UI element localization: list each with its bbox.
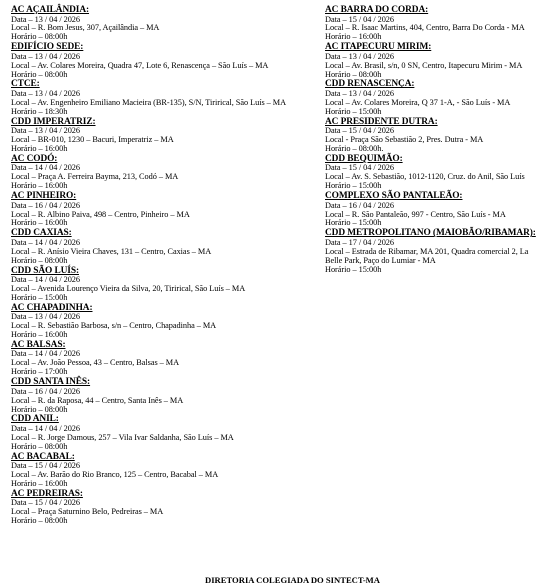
- footer-text: DIRETORIA COLEGIADA DO SINTECT-MA: [204, 575, 381, 585]
- entry-time: Horário – 16:00h: [11, 478, 68, 488]
- entry-date: Data – 13 / 04 / 2026: [11, 88, 81, 98]
- entry-date: Data – 13 / 04 / 2026: [11, 126, 81, 136]
- entry-ac-bacabal: [11, 452, 316, 489]
- entry-date: Data – 17 / 04 / 2026: [325, 237, 395, 247]
- entry-title: AC BALSAS:: [11, 339, 66, 350]
- entry-date: Data – 13 / 04 / 2026: [11, 51, 81, 61]
- entry-date: Data – 14 / 04 / 2026: [11, 163, 81, 173]
- entry-time: Horário – 08:00h: [11, 516, 68, 526]
- entry-complexo-sao-pantaleao: [325, 191, 552, 228]
- entry-location: Local – R. Anísio Vieira Chaves, 131 – Centro, Caxias – MA: [11, 246, 212, 256]
- entry-date: Data – 16 / 04 / 2026: [11, 200, 81, 210]
- entry-location: Local – Av. Barão do Rio Branco, 125 – Centro, Bacabal – MA: [11, 470, 219, 480]
- entry-cdd-caxias: [11, 228, 316, 265]
- entry-time: Horário – 16:00h: [11, 218, 68, 228]
- entry-cdd-imperatriz: [11, 117, 316, 154]
- entry-date: Data – 15 / 04 / 2026: [11, 498, 81, 508]
- entry-title: CDD BEQUIMÃO:: [325, 153, 403, 164]
- entry-title: CDD CAXIAS:: [11, 228, 72, 239]
- entry-time: Horário – 08:00h: [11, 69, 68, 79]
- entry-date: Data – 14 / 04 / 2026: [11, 349, 81, 359]
- entry-location: Belle Park, Paço do Lumiar - MA: [325, 255, 436, 265]
- entry-ac-presidente-dutra: [325, 117, 552, 154]
- entry-title: CDD IMPERATRIZ:: [11, 116, 96, 127]
- entry-time: Horário – 16:00h: [11, 143, 68, 153]
- entry-title: CTCE:: [11, 79, 40, 90]
- right-column: [325, 5, 552, 274]
- entry-location: Local – Avenida Lourenço Vieira da Silva, 20, Tirirical, São Luís – MA: [11, 283, 246, 293]
- left-column: [11, 5, 316, 526]
- entry-ac-codo: [11, 154, 316, 191]
- entry-ac-acailandia: [11, 5, 316, 42]
- entry-date: Data – 13 / 04 / 2026: [11, 14, 81, 24]
- entry-location: Local - Praça São Sebastião 2, Pres. Dutra - MA: [325, 135, 484, 145]
- entry-location: Local – Av. S. Sebastião, 1012-1120, Cruz. do Anil, São Luís: [325, 172, 525, 182]
- entry-date: Data – 13 / 04 / 2026: [325, 51, 395, 61]
- entry-title: AC CODÓ:: [11, 153, 58, 164]
- entry-title: AC ITAPECURU MIRIM:: [325, 42, 432, 53]
- entry-cdd-bequimao: [325, 154, 552, 191]
- entry-time: Horário – 16:00h: [325, 32, 382, 42]
- entry-time: Horário – 15:00h: [325, 181, 382, 191]
- entry-location: Local – Praça Saturnino Belo, Pedreiras – MA: [11, 507, 164, 517]
- entry-cdd-renascenca: [325, 79, 552, 116]
- entry-location: Local – R. Albino Paiva, 498 – Centro, Pinheiro – MA: [11, 209, 190, 219]
- entry-title: CDD SÃO LUÍS:: [11, 265, 79, 276]
- entry-date: Data – 13 / 04 / 2026: [11, 312, 81, 322]
- entry-date: Data – 13 / 04 / 2026: [325, 88, 395, 98]
- entry-location: Local – Av. Engenheiro Emiliano Macieira (BR-135), S/N, Tirirical, São Luís – MA: [11, 97, 287, 107]
- entry-title: AC BARRA DO CORDA:: [325, 5, 429, 15]
- entry-title: EDIFÍCIO SEDE:: [11, 42, 84, 53]
- entry-date: Data – 16 / 04 / 2026: [11, 386, 81, 396]
- entry-location: Local – Praça A. Ferreira Bayma, 213, Codó – MA: [11, 172, 179, 182]
- entry-date: Data – 16 / 04 / 2026: [325, 200, 395, 210]
- entry-ac-pedreiras: [11, 489, 316, 526]
- entry-ac-balsas: [11, 340, 316, 377]
- entry-cdd-anil: [11, 414, 316, 451]
- entry-time: Horário – 08:00h: [11, 441, 68, 451]
- entry-date: Data – 15 / 04 / 2026: [11, 461, 81, 471]
- entry-time: Horário – 15:00h: [325, 264, 382, 274]
- entry-date: Data – 14 / 04 / 2026: [11, 423, 81, 433]
- entry-cdd-metropolitano-maiobao-ribamar: [325, 228, 552, 274]
- entry-ac-chapadinha: [11, 303, 316, 340]
- entry-date: Data – 14 / 04 / 2026: [11, 275, 81, 285]
- entry-title: AC CHAPADINHA:: [11, 302, 93, 313]
- entry-location: Local – R. São Pantaleão, 997 - Centro, São Luís - MA: [325, 209, 506, 219]
- entry-title: CDD ANIL:: [11, 414, 59, 425]
- entry-ac-barra-do-corda: [325, 5, 552, 42]
- entry-title: CDD RENASCENÇA:: [325, 79, 415, 90]
- entry-location: Local – Av. Colares Moreira, Q 37 1-A, - São Luís - MA: [325, 97, 511, 107]
- entry-date: Data – 15 / 04 / 2026: [325, 163, 395, 173]
- entry-title: CDD SANTA INÊS:: [11, 377, 91, 388]
- entry-date: Data – 15 / 04 / 2026: [325, 126, 395, 136]
- entry-cdd-sao-luis: [11, 266, 316, 303]
- entry-location: Local – R. Sebastião Barbosa, s/n – Centro, Chapadinha – MA: [11, 321, 217, 331]
- entry-location: Local – R. da Raposa, 44 – Centro, Santa Inês – MA: [11, 395, 184, 405]
- entry-time: Horário – 08:00h.: [325, 143, 384, 153]
- entry-location: Local – Av. Colares Moreira, Quadra 47, Lote 6, Renascença – São Luís – MA: [11, 60, 269, 70]
- entry-title: AC PEDREIRAS:: [11, 488, 83, 499]
- entry-title: AC PRESIDENTE DUTRA:: [325, 116, 438, 127]
- entry-time: Horário – 16:00h: [11, 181, 68, 191]
- entry-time: Horário – 15:00h: [325, 106, 382, 116]
- entry-title: CDD METROPOLITANO (MAIOBÃO/RIBAMAR):: [325, 228, 536, 239]
- footer-signature: [0, 575, 552, 585]
- entry-title: COMPLEXO SÃO PANTALEÃO:: [325, 191, 463, 202]
- entry-edificio-sede: [11, 42, 316, 79]
- entry-date: Data – 14 / 04 / 2026: [11, 237, 81, 247]
- entry-ac-itapecuru-mirim: [325, 42, 552, 79]
- entry-time: Horário – 18:30h: [11, 106, 68, 116]
- entry-location: Local – Av. Brasil, s/n, 0 SN, Centro, Itapecuru Mirim - MA: [325, 60, 523, 70]
- entry-date: Data – 15 / 04 / 2026: [325, 14, 395, 24]
- entry-time: Horário – 15:00h: [11, 292, 68, 302]
- entry-location: Local – R. Isaac Martins, 404, Centro, Barra Do Corda - MA: [325, 23, 525, 33]
- entry-location: Local – Estrada de Ribamar, MA 201, Quadra comercial 2, La: [325, 246, 529, 256]
- entry-time: Horário – 17:00h: [11, 367, 68, 377]
- entry-title: AC BACABAL:: [11, 451, 75, 462]
- entry-cdd-santa-ines: [11, 377, 316, 414]
- entry-location: Local – Av. João Pessoa, 43 – Centro, Balsas – MA: [11, 358, 180, 368]
- entry-time: Horário – 16:00h: [11, 330, 68, 340]
- entry-title: AC AÇAILÂNDIA:: [11, 5, 90, 15]
- entry-time: Horário – 08:00h: [11, 255, 68, 265]
- entry-ctce: [11, 79, 316, 116]
- entry-time: Horário – 15:00h: [325, 218, 382, 228]
- entry-time: Horário – 08:00h: [11, 404, 68, 414]
- entry-location: Local – BR-010, 1230 – Bacuri, Imperatriz – MA: [11, 135, 174, 145]
- entry-location: Local – R. Jorge Damous, 257 – Vila Ivar Saldanha, São Luís – MA: [11, 432, 234, 442]
- entry-title: AC PINHEIRO:: [11, 191, 77, 202]
- entry-time: Horário – 08:00h: [11, 32, 68, 42]
- entry-time: Horário – 08:00h: [325, 69, 382, 79]
- entry-location: Local – R. Bom Jesus, 307, Açailândia – MA: [11, 23, 160, 33]
- entry-ac-pinheiro: [11, 191, 316, 228]
